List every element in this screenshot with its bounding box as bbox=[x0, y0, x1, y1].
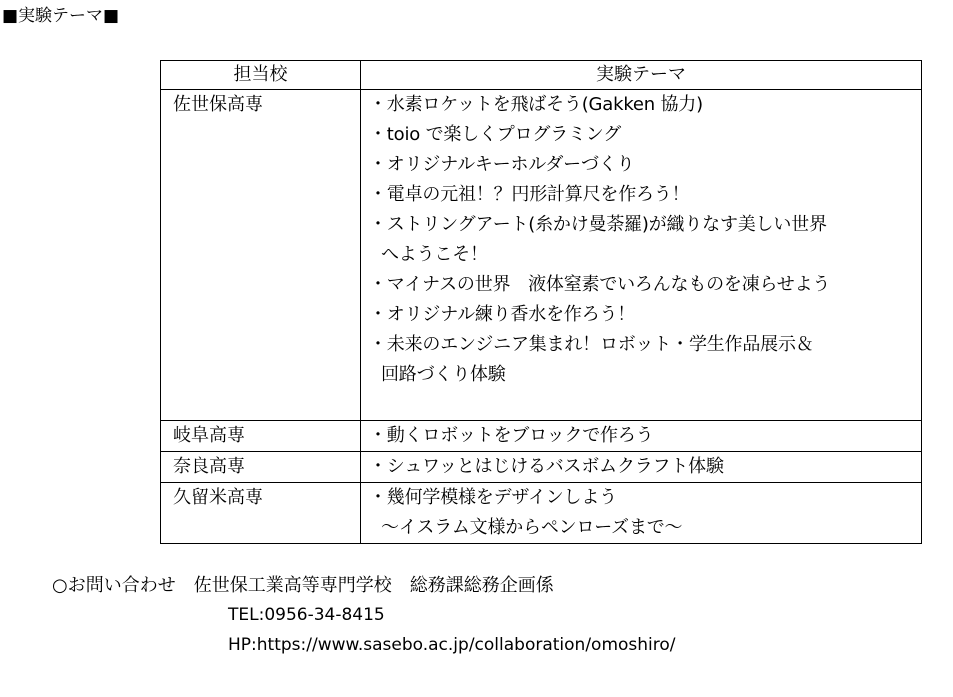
theme-item: ・幾何学模様をデザインしよう bbox=[369, 487, 617, 508]
theme-cell bbox=[361, 421, 922, 452]
theme-item-continuation: ～イスラム文様からペンローズまで～ bbox=[381, 517, 683, 538]
school-cell: 久留米高専 bbox=[161, 483, 361, 544]
theme-item: ・toio で楽しくプログラミング bbox=[369, 124, 622, 145]
table-header-row bbox=[161, 61, 922, 90]
experiment-theme-table bbox=[160, 60, 922, 544]
theme-item: ・マイナスの世界 液体窒素でいろんなものを凍らせよう bbox=[369, 274, 831, 295]
theme-item: ・ストリングアート(糸かけ曼荼羅)が織りなす美しい世界 bbox=[369, 214, 827, 235]
theme-item-continuation: へようこそ！ bbox=[381, 244, 488, 265]
theme-item: ・オリジナル練り香水を作ろう！ bbox=[369, 304, 636, 325]
header-school: 担当校 bbox=[161, 61, 361, 90]
theme-item: ・未来のエンジニア集まれ！ロボット・学生作品展示＆ bbox=[369, 334, 814, 355]
cell-spacer bbox=[369, 390, 921, 420]
table-row bbox=[161, 421, 922, 452]
school-cell: 佐世保高専 bbox=[161, 90, 361, 421]
theme-item: ・電卓の元祖！？円形計算尺を作ろう！ bbox=[369, 184, 690, 205]
theme-item: ・動くロボットをブロックで作ろう bbox=[369, 425, 654, 446]
table-row bbox=[161, 452, 922, 483]
table-row bbox=[161, 90, 922, 421]
contact-hp-link[interactable]: HP:https://www.sasebo.ac.jp/collaboration/omoshiro/ bbox=[228, 635, 676, 655]
school-cell: 奈良高専 bbox=[161, 452, 361, 483]
theme-cell bbox=[361, 90, 922, 421]
theme-item: ・水素ロケットを飛ばそう(Gakken 協力) bbox=[369, 94, 703, 115]
contact-info: ○お問い合わせ 佐世保工業高等専門学校 総務課総務企画係 bbox=[52, 575, 554, 596]
theme-cell bbox=[361, 483, 922, 544]
table-row bbox=[161, 483, 922, 544]
theme-item-continuation: 回路づくり体験 bbox=[381, 364, 506, 385]
theme-item: ・オリジナルキーホルダーづくり bbox=[369, 154, 635, 175]
contact-tel: TEL:0956-34-8415 bbox=[228, 605, 385, 625]
school-cell: 岐阜高専 bbox=[161, 421, 361, 452]
section-heading: ■実験テーマ■ bbox=[2, 6, 120, 26]
theme-item: ・シュワッとはじけるバスボムクラフト体験 bbox=[369, 456, 724, 477]
header-theme: 実験テーマ bbox=[361, 61, 922, 90]
theme-cell bbox=[361, 452, 922, 483]
